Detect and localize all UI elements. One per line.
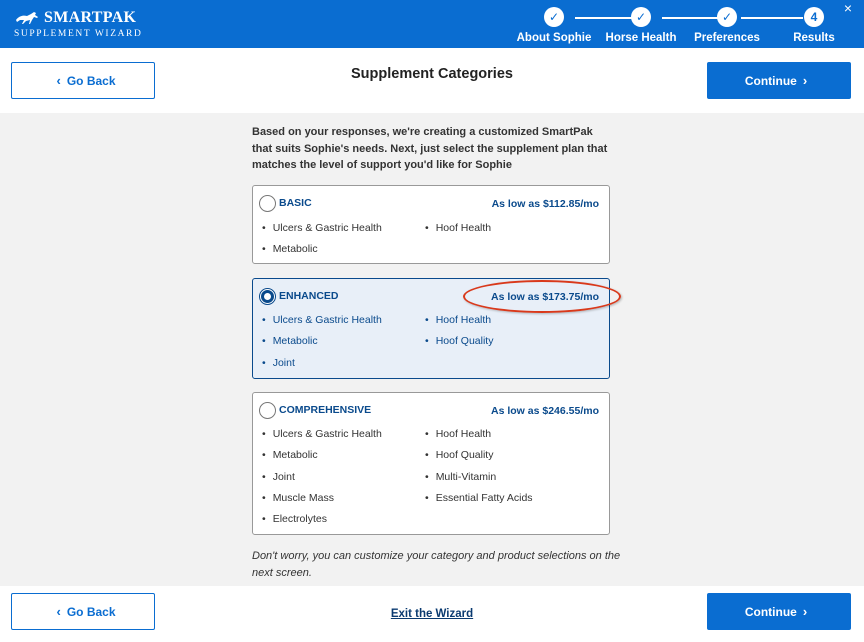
top-bar xyxy=(0,0,864,48)
go-back-label: Go Back xyxy=(66,604,116,619)
progress-stepper xyxy=(516,7,840,47)
customize-note: Don't worry, you can customize your category and product selections on the next screen. xyxy=(252,550,621,579)
check-icon: ✓ xyxy=(717,7,737,27)
plan-name: ENHANCED xyxy=(279,290,339,302)
continue-label: Continue xyxy=(744,73,797,88)
list-item: • Ulcers & Gastric Health xyxy=(262,428,382,440)
plan-card-enhanced[interactable] xyxy=(252,278,610,379)
list-item: • Metabolic xyxy=(262,335,318,347)
plan-name: COMPREHENSIVE xyxy=(279,404,372,416)
continue-label: Continue xyxy=(744,604,797,619)
step-horse-health[interactable] xyxy=(596,7,686,44)
smartpak-logo[interactable] xyxy=(14,9,142,39)
plan-price: As low as $173.75/mo xyxy=(491,291,599,303)
chevron-right-icon: › xyxy=(802,73,808,88)
step-label: About Sophie xyxy=(516,32,592,44)
check-icon: ✓ xyxy=(544,7,564,27)
list-item: • Ulcers & Gastric Health xyxy=(262,314,382,326)
wizard-footer xyxy=(0,586,864,642)
plan-price: As low as $246.55/mo xyxy=(491,405,599,417)
horse-icon xyxy=(14,11,40,25)
list-item: • Hoof Quality xyxy=(425,449,493,461)
plan-radio[interactable] xyxy=(259,288,276,305)
list-item: • Joint xyxy=(262,471,295,483)
plan-price: As low as $112.85/mo xyxy=(491,198,599,210)
exit-wizard-link[interactable]: Exit the Wizard xyxy=(390,608,474,620)
step-label: Horse Health xyxy=(605,32,677,44)
list-item: • Muscle Mass xyxy=(262,492,334,504)
step-about-sophie[interactable] xyxy=(509,7,599,44)
list-item: • Joint xyxy=(262,357,295,369)
chevron-left-icon: ‹ xyxy=(56,73,61,88)
list-item: • Hoof Health xyxy=(425,428,491,440)
list-item: • Hoof Quality xyxy=(425,335,493,347)
step-number: 4 xyxy=(804,7,824,27)
list-item: • Hoof Health xyxy=(425,314,491,326)
plan-card-comprehensive[interactable] xyxy=(252,392,610,535)
brand-subtitle: SUPPLEMENT WIZARD xyxy=(14,29,143,39)
step-preferences[interactable] xyxy=(682,7,772,44)
brand-name: SMARTPAK xyxy=(44,9,137,26)
list-item: • Metabolic xyxy=(262,243,318,255)
list-item: • Multi-Vitamin xyxy=(425,471,496,483)
wizard-toolbar xyxy=(0,48,864,113)
continue-button[interactable] xyxy=(707,62,851,99)
plan-radio[interactable] xyxy=(259,195,276,212)
list-item: • Ulcers & Gastric Health xyxy=(262,222,382,234)
list-item: • Metabolic xyxy=(262,449,318,461)
plan-card-basic[interactable] xyxy=(252,185,610,264)
step-label: Preferences xyxy=(694,32,760,44)
chevron-right-icon: › xyxy=(802,604,808,619)
list-item: • Essential Fatty Acids xyxy=(425,492,533,504)
check-icon: ✓ xyxy=(631,7,651,27)
page-title: Supplement Categories xyxy=(351,66,513,82)
intro-text: Based on your responses, we're creating a customized SmartPak that suits Sophie's needs. Next, just select the supplement plan that matches the level of support you'd like for Sophie xyxy=(252,126,608,171)
step-label: Results xyxy=(793,32,835,44)
list-item: • Hoof Health xyxy=(425,222,491,234)
go-back-label: Go Back xyxy=(66,73,116,88)
close-icon[interactable]: × xyxy=(843,0,852,16)
plan-name: BASIC xyxy=(279,197,312,209)
list-item: • Electrolytes xyxy=(262,513,327,525)
chevron-left-icon: ‹ xyxy=(56,604,61,619)
continue-button[interactable] xyxy=(707,593,851,630)
plan-radio[interactable] xyxy=(259,402,276,419)
